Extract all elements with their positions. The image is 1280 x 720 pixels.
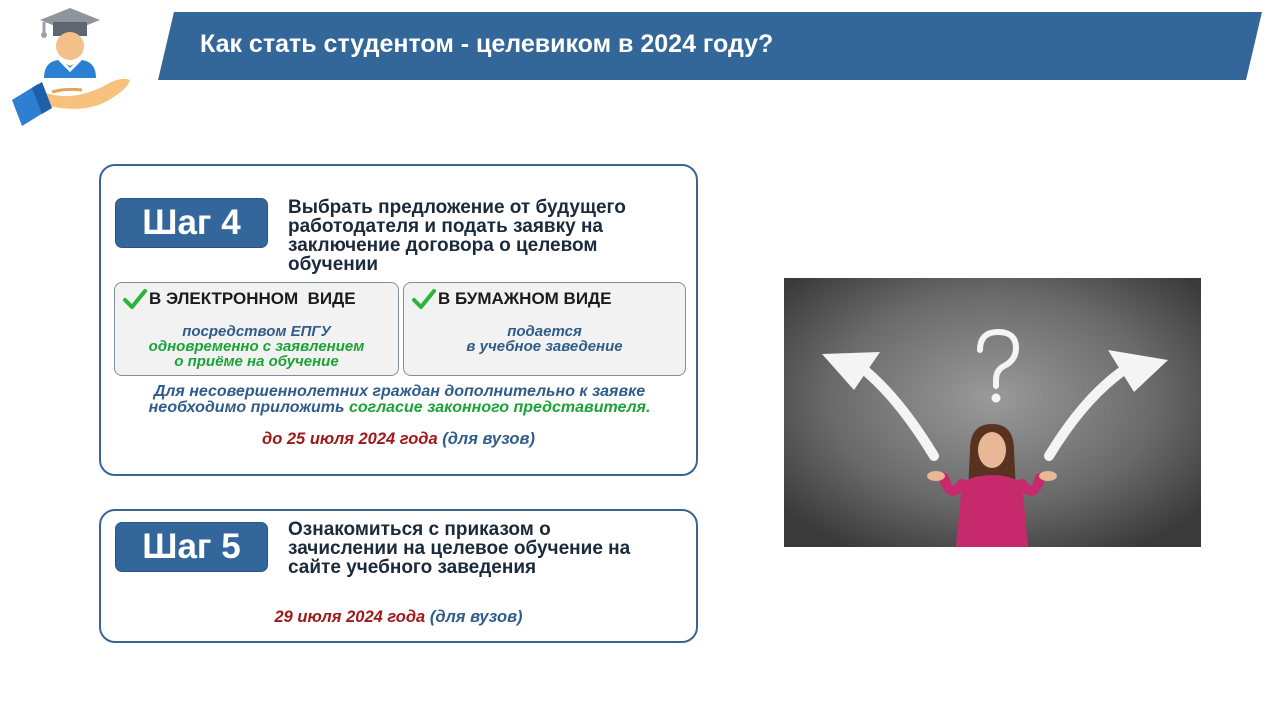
step-4-badge: Шаг 4 [115,198,268,248]
step-5-card [99,509,698,643]
option-electronic [114,282,399,376]
check-icon [412,288,436,310]
step-5-description [288,520,688,577]
step-4-line: обучении [288,254,379,275]
check-icon [123,288,147,310]
step-4-line: заключение договора о целевом [288,235,598,256]
step-4-card [99,164,698,476]
title-banner [0,12,1280,80]
deadline-note: (для вузов) [437,430,535,448]
step-4-deadline [101,430,696,449]
deadline-note: (для вузов) [425,608,523,626]
option-paper [403,282,686,376]
note-line-1: Для несовершеннолетних граждан дополнительно к заявке [153,383,646,400]
option-line: посредством ЕПГУ [182,323,331,340]
step-4-line: работодателя и подать заявку на [288,216,603,237]
option-paper-description [404,324,685,354]
deadline-date: 29 июля 2024 года [274,608,426,626]
note-line-2-text: необходимо приложить [148,399,349,416]
note-line-2-accent: согласие законного представителя. [348,399,651,416]
step-4-description [288,198,688,274]
deadline-date: до 25 июля 2024 года [262,430,438,448]
option-electronic-title: В ЭЛЕКТРОННОМ ВИДЕ [149,289,356,308]
step-5-badge: Шаг 5 [115,522,268,572]
step-5-deadline [101,608,696,627]
step-4-line: Выбрать предложение от будущего [288,197,626,218]
minor-consent-note [111,384,688,416]
question-mark-choice-photo [784,278,1201,547]
option-paper-title: В БУМАЖНОМ ВИДЕ [438,289,612,308]
step-5-line: сайте учебного заведения [288,557,537,578]
option-line: в учебное заведение [466,338,623,355]
note-line-2 [111,400,688,416]
option-line: о приёме на обучение [174,353,339,370]
step-5-line: зачислении на целевое обучение на [288,538,631,559]
option-electronic-description [115,324,398,369]
option-line: подается [507,323,582,340]
page-title: Как стать студентом - целевиком в 2024 году? [200,30,774,58]
option-line: одновременно с заявлением [148,338,365,355]
step-5-line: Ознакомиться с приказом о [288,519,551,540]
